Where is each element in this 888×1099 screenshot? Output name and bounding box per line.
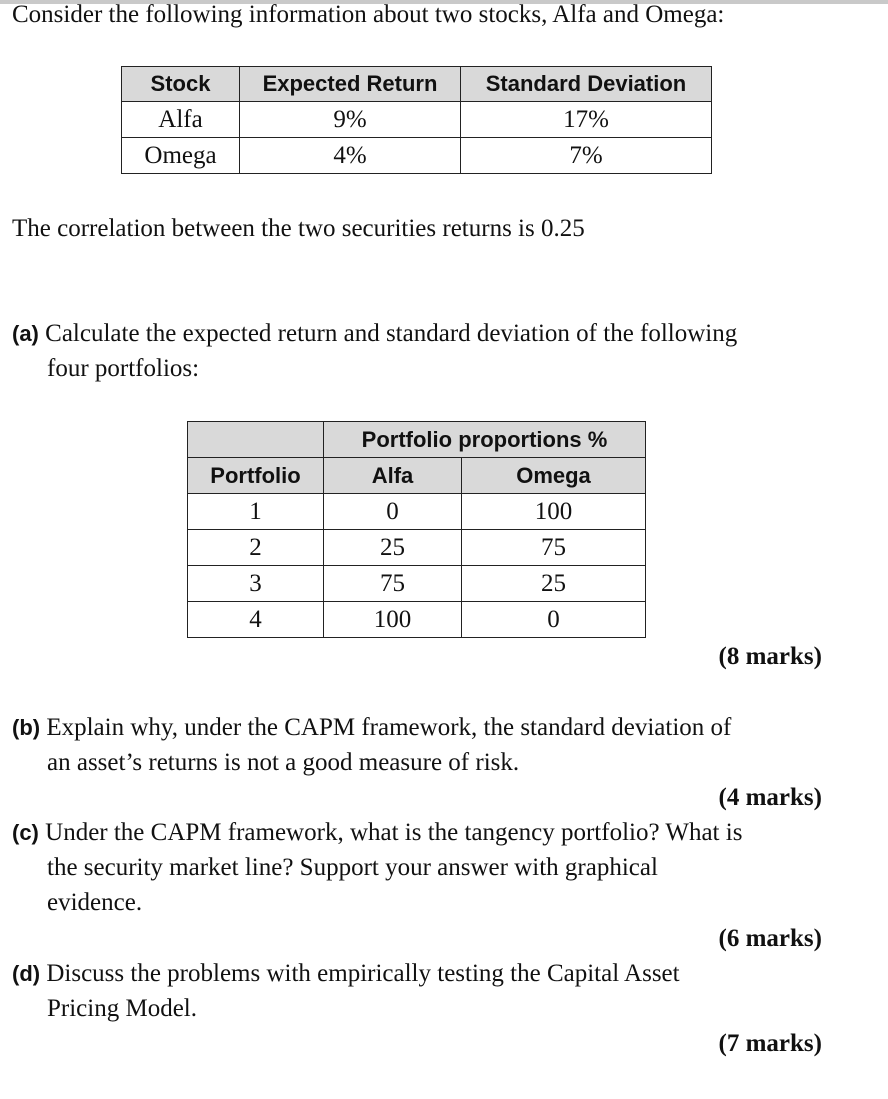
portfolio-number: 4 bbox=[188, 602, 324, 638]
portfolio-table-group-row bbox=[188, 422, 646, 458]
stocks-header-standard-deviation: Standard Deviation bbox=[461, 67, 712, 102]
stock-name: Alfa bbox=[122, 102, 240, 138]
stock-expected-return: 9% bbox=[240, 102, 461, 138]
table-row bbox=[188, 566, 646, 602]
portfolio-omega: 25 bbox=[462, 566, 646, 602]
portfolio-alfa: 75 bbox=[324, 566, 462, 602]
portfolio-number: 3 bbox=[188, 566, 324, 602]
question-c-line1: Under the CAPM framework, what is the tangency portfolio? What is bbox=[45, 819, 743, 846]
question-d-marks: (7 marks) bbox=[718, 1030, 822, 1057]
portfolio-alfa: 100 bbox=[324, 602, 462, 638]
question-c-line2: the security market line? Support your answer with graphical bbox=[47, 854, 658, 881]
question-c-marks: (6 marks) bbox=[718, 925, 822, 952]
question-a-line1: Calculate the expected return and standard deviation of the following bbox=[45, 320, 738, 347]
table-row bbox=[122, 138, 712, 174]
question-b-line1: Explain why, under the CAPM framework, the standard deviation of bbox=[46, 714, 732, 741]
portfolio-number: 2 bbox=[188, 530, 324, 566]
portfolio-table bbox=[187, 421, 646, 638]
question-d bbox=[12, 956, 680, 1026]
portfolio-header-alfa: Alfa bbox=[324, 458, 462, 494]
portfolio-header-portfolio: Portfolio bbox=[188, 458, 324, 494]
table-row bbox=[122, 102, 712, 138]
stocks-header-stock: Stock bbox=[122, 67, 240, 102]
stock-name: Omega bbox=[122, 138, 240, 174]
portfolio-header-omega: Omega bbox=[462, 458, 646, 494]
portfolio-omega: 0 bbox=[462, 602, 646, 638]
question-d-line1: Discuss the problems with empirically testing the Capital Asset bbox=[46, 960, 680, 987]
question-d-line2: Pricing Model. bbox=[47, 995, 197, 1022]
question-b bbox=[12, 710, 731, 780]
portfolio-table-header-row bbox=[188, 458, 646, 494]
portfolio-alfa: 25 bbox=[324, 530, 462, 566]
stock-standard-deviation: 7% bbox=[461, 138, 712, 174]
stock-expected-return: 4% bbox=[240, 138, 461, 174]
stocks-table-header-row bbox=[122, 67, 712, 102]
question-a bbox=[12, 316, 737, 386]
question-b-line2: an asset’s returns is not a good measure of risk. bbox=[47, 749, 520, 776]
question-c bbox=[12, 815, 742, 920]
question-d-label: (d) bbox=[12, 961, 41, 986]
question-a-line2: four portfolios: bbox=[47, 355, 200, 382]
table-row bbox=[188, 494, 646, 530]
correlation-text: The correlation between the two securities returns is 0.25 bbox=[12, 215, 585, 242]
table-row bbox=[188, 602, 646, 638]
portfolio-alfa: 0 bbox=[324, 494, 462, 530]
portfolio-header-blank bbox=[188, 422, 324, 458]
table-row bbox=[188, 530, 646, 566]
portfolio-omega: 100 bbox=[462, 494, 646, 530]
portfolio-omega: 75 bbox=[462, 530, 646, 566]
question-b-label: (b) bbox=[12, 715, 41, 740]
question-b-marks: (4 marks) bbox=[718, 784, 822, 811]
portfolio-proportions-header: Portfolio proportions % bbox=[324, 422, 646, 458]
stocks-table bbox=[121, 66, 712, 174]
question-a-label: (a) bbox=[12, 321, 39, 346]
question-c-label: (c) bbox=[12, 820, 39, 845]
stocks-header-expected-return: Expected Return bbox=[240, 67, 461, 102]
intro-text: Consider the following information about two stocks, Alfa and Omega: bbox=[12, 1, 725, 28]
question-c-line3: evidence. bbox=[47, 889, 143, 916]
stock-standard-deviation: 17% bbox=[461, 102, 712, 138]
portfolio-number: 1 bbox=[188, 494, 324, 530]
question-a-marks: (8 marks) bbox=[718, 643, 822, 670]
